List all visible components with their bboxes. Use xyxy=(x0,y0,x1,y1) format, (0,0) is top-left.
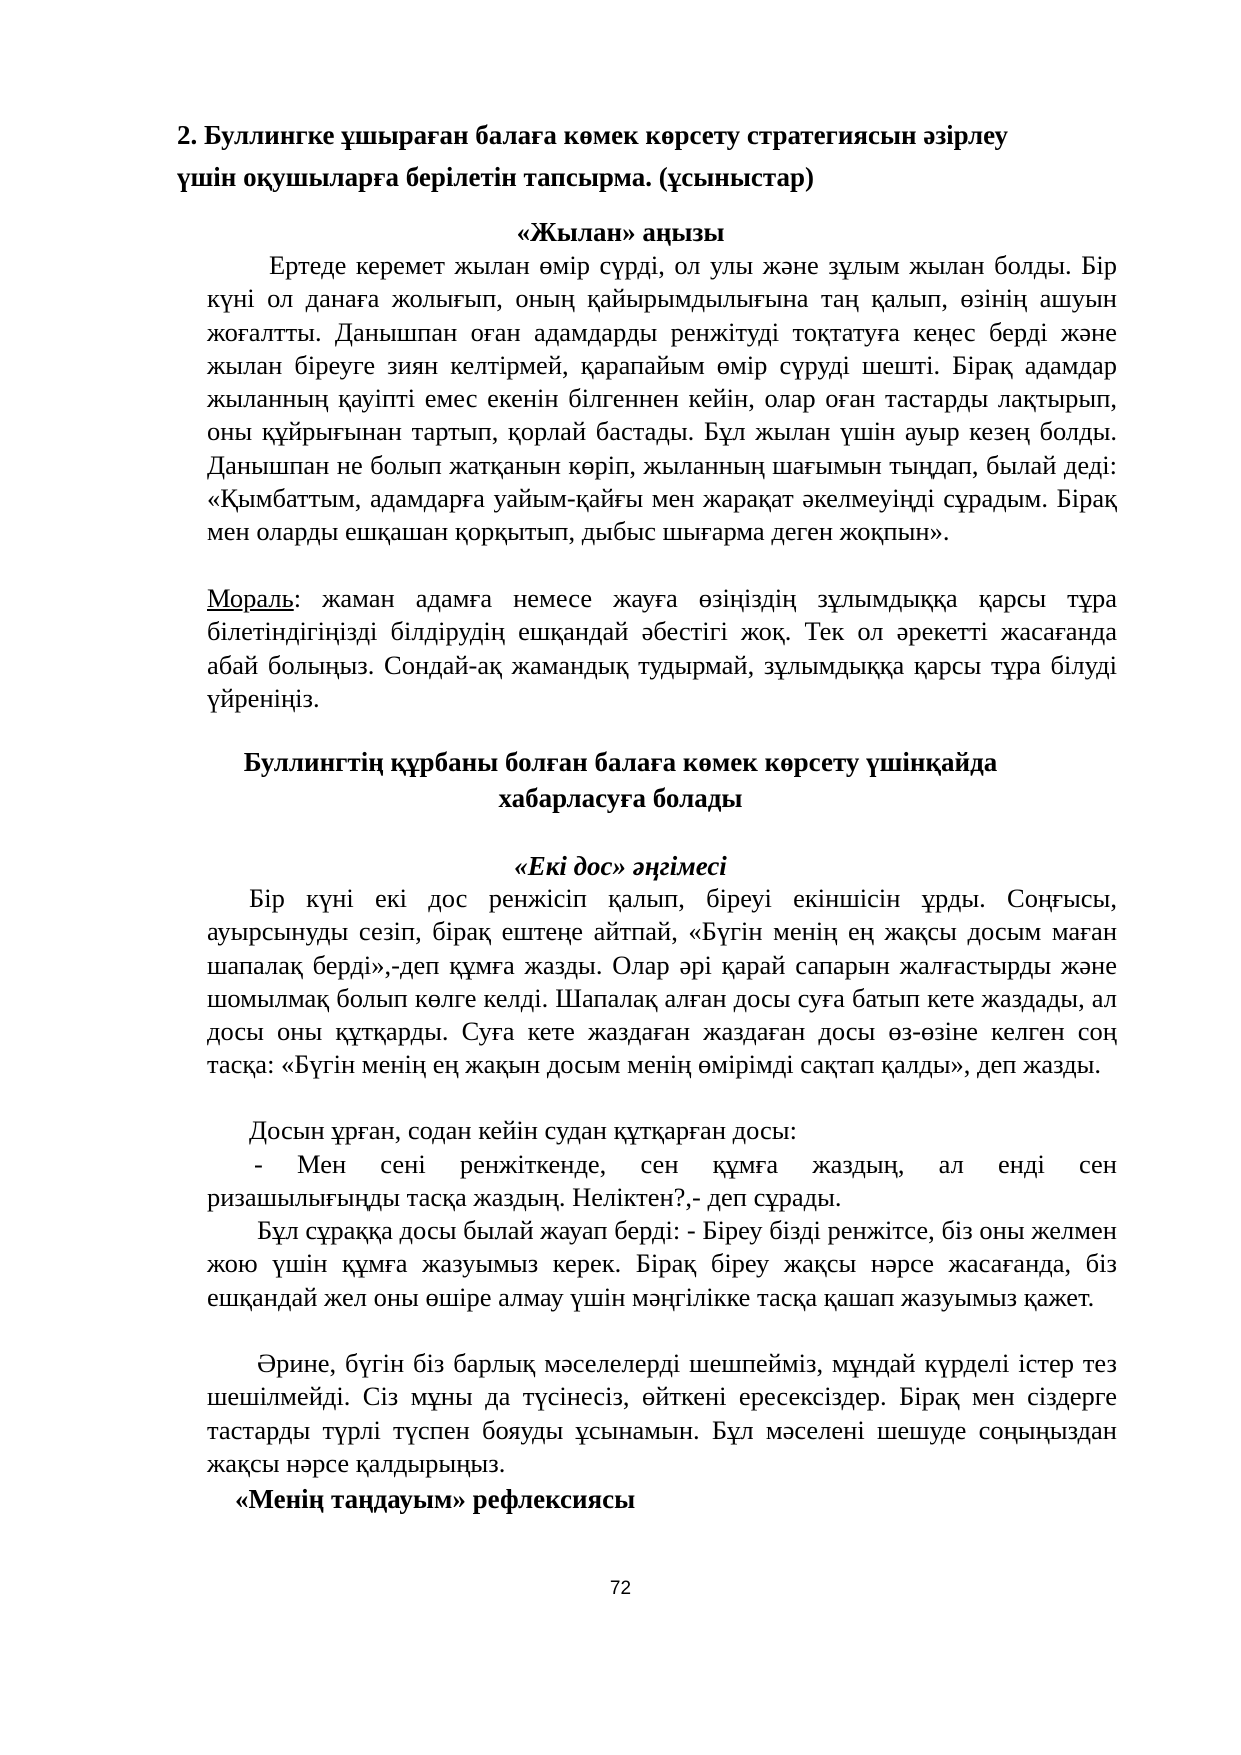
help-heading xyxy=(177,744,1064,816)
friends-story-title: «Екі дос» әңгімесі xyxy=(514,851,727,881)
reflection-title: «Менің таңдауым» рефлексиясы xyxy=(235,1484,636,1514)
section-heading xyxy=(177,114,1077,198)
snake-story-title: «Жылан» аңызы xyxy=(516,217,725,247)
friends-story-paragraph-5: Әрине, бүгін біз барлық мәселелерді шешпейміз, мұндай күрделі істер тез шешілмейді. Сіз мұны да түсінесіз, өйткені ересексіздер. Бірақ мен сіздерге тастарды түрлі түспен бояуды ұсынамын. Бұл мәселені шешуде соңыңыздан жақсы нәрсе қалдырыңыз. xyxy=(207,1348,1117,1478)
moral-paragraph xyxy=(207,582,1117,715)
section-heading-line-2: үшін оқушыларға берілетін тапсырма. (ұсыныстар) xyxy=(177,162,815,192)
snake-story-text: Ертеде керемет жылан өмір сүрді, ол улы және зұлым жылан болды. Бір күні ол данаға жолығып, оның қайырымдылығына таң қалып, өзінің ашуын жоғалтты. Данышпан оған адамдарды ренжітуді тоқтатуға кеңес берді және жылан біреуге зиян келтірмей, қарапайым өмір сүруді шешті. Бірақ адамдар жыланның қауіпті емес екенін білгеннен кейін, олар оған тастарды лақтырып, оны құйрығынан тартып, қорлай бастады. Бұл жылан үшін ауыр кезең болды. Данышпан не болып жатқанын көріп, жыланның шағымын тыңдап, былай деді: «Қымбаттым, адамдарға уайым-қайғы мен жарақат әкелмеуіңді сұрадым. Бірақ мен оларды ешқашан қорқытып, дыбыс шығарма деген жоқпын». xyxy=(207,250,1117,547)
friends-story-dialogue-line-1: - Мен сені ренжіткенде, сен құмға жаздың, ал енді сен xyxy=(254,1149,1117,1179)
moral-text: : жаман адамға немесе жауға өзіңіздің зұлымдыққа қарсы тұра білетіндігіңізді білдірудің ешқандай әбестігі жоқ. Тек ол әрекетті жасағанда абай болыңыз. Сондай-ақ жамандық тудырмай, зұлымдыққа қарсы тұра білуді үйреніңіз. xyxy=(207,583,1117,713)
section-heading-line-1: 2. Буллингке ұшыраған балаға көмек көрсету стратегиясын әзірлеу xyxy=(177,120,1008,150)
help-heading-line-2: хабарласуға болады xyxy=(498,783,743,813)
friends-story-paragraph-2: Досын ұрған, содан кейін судан құтқарған досы: xyxy=(249,1115,797,1145)
help-heading-line-1: Буллингтің құрбаны болған балаға көмек көрсету үшінқайда xyxy=(243,747,998,777)
page-number: 72 xyxy=(609,1578,632,1599)
friends-story-dialogue-line-2: ризашылығыңды тасқа жаздың. Неліктен?,- деп сұрады. xyxy=(207,1182,842,1212)
friends-story-paragraph-1: Бір күні екі дос ренжісіп қалып, біреуі екіншісін ұрды. Соңғысы, ауырсынуды сезіп, бірақ ештеңе айтпай, «Бүгін менің ең жақсы досым маған шапалақ берді»,-деп құмға жазды. Олар әрі қарай сапарын жалғастырды және шомылмақ болып көлге келді. Шапалақ алған досы суға батып кете жаздады, ал досы оны құтқарды. Суға кете жаздаған жаздаған досы өз-өзіне келген соң тасқа: «Бүгін менің ең жақын досым менің өмірімді сақтап қалды», деп жазды. xyxy=(207,883,1117,1080)
friends-story-paragraph-4: Бұл сұраққа досы былай жауап берді: - Біреу бізді ренжітсе, біз оны желмен жою үшін құмға жазуымыз керек. Бірақ біреу жақсы нәрсе жасағанда, біз ешқандай жел оны өшіре алмау үшін мәңгілікке тасқа қашап жазуымыз қажет. xyxy=(207,1215,1117,1312)
moral-label: Мораль xyxy=(207,583,294,613)
